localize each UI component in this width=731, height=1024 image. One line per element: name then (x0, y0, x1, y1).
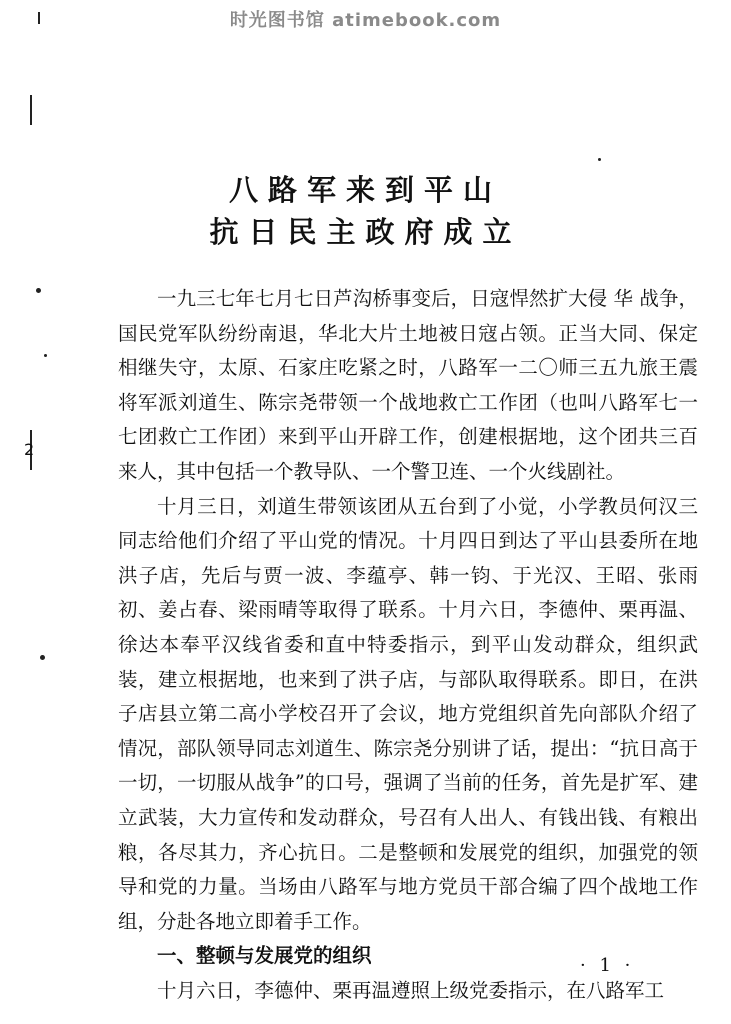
watermark: 时光图书馆 atimebook.com (229, 10, 502, 31)
paragraph: 十月三日，刘道生带领该团从五台到了小觉，小学教员何汉三同志给他们介绍了平山党的情况。十月四日到达了平山县委所在地洪子店，先后与贾一波、李蕴亭、韩一钧、于光汉、王昭、张雨初、姜占春、梁雨晴等取得了联系。十月六日，李德仲、栗再温、徐达本奉平汉线省委和直中特委指示，到平山发动群众，组织武装，建立根据地，也来到了洪子店，与部队取得联系。即日，在洪子店县立第二高小学校召开了会议，地方党组织首先向部队介绍了情况，部队领导同志刘道生、陈宗尧分别讲了话，提出：“抗日高于一切，一切服从战争”的口号，强调了当前的任务，首先是扩军、建立武装，大力宣传和发动群众，号召有人出人、有钱出钱、有粮出粮，各尽其力，齐心抗日。二是整顿和发展党的组织，加强党的领导和党的力量。当场由八路军与地方党员干部合编了四个战地工作组，分赴各地立即着手工作。 (118, 494, 698, 933)
scan-line-left (30, 95, 32, 125)
scan-line-top (38, 12, 40, 24)
margin-number: 2 (24, 440, 35, 459)
page-title-line1: 八路军来到平山 (228, 173, 502, 207)
scan-dot (40, 655, 45, 660)
scan-dot (598, 158, 601, 161)
article-body (118, 282, 698, 1008)
paragraph: 一九三七年七月七日芦沟桥事变后，日寇悍然扩大侵 华 战争，国民党军队纷纷南退，华北大片土地被日寇占领。正当大同、保定相继失守，太原、石家庄吃紧之时，八路军一二〇师三五九旅王震将军派刘道生、陈宗尧带领一个战地救亡工作团（也叫八路军七一七团救亡工作团）来到平山开辟工作，创建根据地，这个团共三百来人，其中包括一个教导队、一个警卫连、一个火线剧社。 (118, 287, 698, 483)
scan-dot (36, 288, 41, 293)
scan-dot (44, 354, 47, 357)
paragraph: 十月六日，李德仲、栗再温遵照上级党委指示，在八路军工 (157, 978, 665, 1002)
section-heading: 一、整顿与发展党的组织 (157, 944, 372, 968)
page-number: · 1 · (580, 955, 635, 976)
page-title-line2: 抗日民主政府成立 (209, 215, 522, 249)
